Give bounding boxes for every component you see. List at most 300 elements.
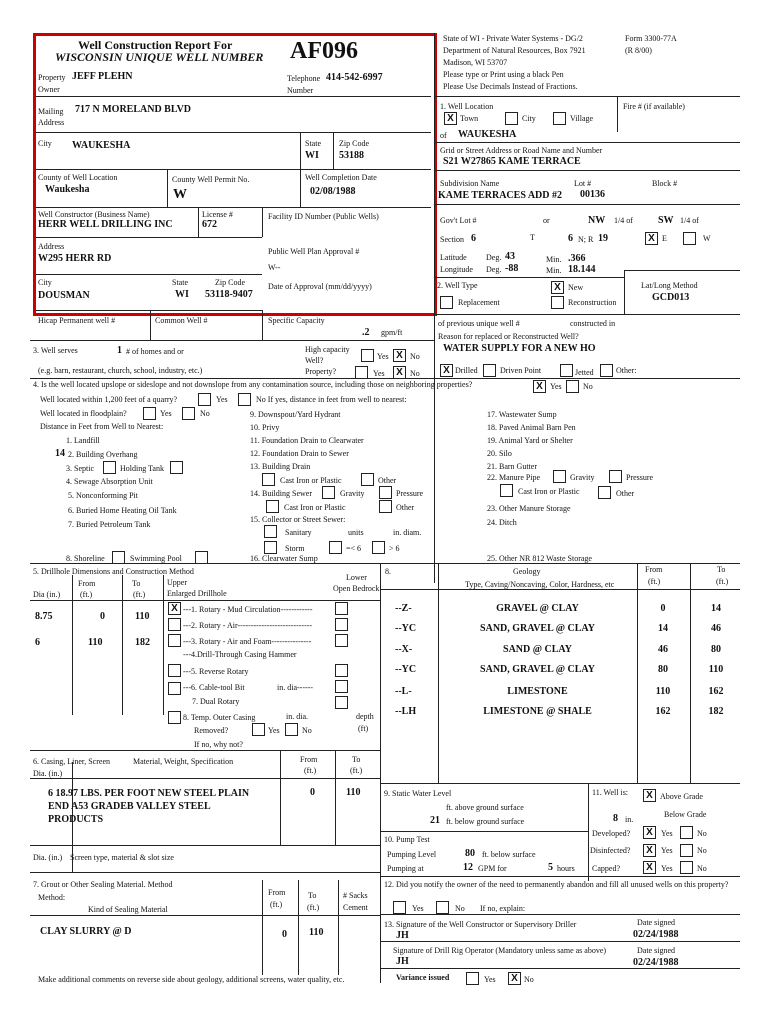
constructor-city-label: City (38, 278, 52, 287)
source-sewage: 4. Sewage Absorption Unit (66, 477, 153, 486)
disinfected-yes: Yes (661, 846, 673, 855)
drain-cast-iron: Cast Iron or Plastic (280, 476, 342, 485)
source-22: 22. Manure Pipe (487, 473, 541, 482)
capacity-value[interactable]: .2 (362, 327, 370, 338)
storm-label: Storm (285, 544, 305, 553)
pumping-rate-unit: GPM for (478, 864, 507, 873)
le6-label: =< 6 (346, 544, 362, 553)
longitude-minutes[interactable]: 18.144 (568, 264, 596, 275)
subdivision-value[interactable]: KAME TERRACES ADD #2 (438, 190, 562, 201)
sewer-cast-iron: Cast Iron or Plastic (284, 503, 346, 512)
source-11: 11. Foundation Drain to Clearwater (250, 436, 364, 445)
casing-desc-line: END A53 GRADEB VALLEY STEEL (48, 801, 211, 812)
grade-inches-unit: in. (625, 815, 634, 824)
geo-to: 14 (711, 603, 721, 614)
q4-yes-label: Yes (550, 382, 562, 391)
quarry-note: No If yes, distance in feet from well to nearest: (256, 395, 407, 404)
of-label: of (440, 131, 447, 140)
source-18: 18. Paved Animal Barn Pen (487, 423, 576, 432)
pumping-hours-unit: hours (557, 864, 575, 873)
septic-checkbox[interactable] (103, 461, 116, 474)
geo-code: --Z- (395, 603, 412, 614)
lat-deg-label: Deg. (486, 253, 502, 262)
source-petroleum: 7. Buried Petroleum Tank (68, 520, 151, 529)
geo-desc: GRAVEL @ CLAY (496, 603, 579, 614)
east-checkbox[interactable]: X (645, 232, 658, 245)
lon-min-label: Min. (546, 266, 562, 275)
removed-label: Removed? (194, 726, 229, 735)
source-shoreline: 8. Shoreline (66, 554, 105, 563)
west-checkbox[interactable] (683, 232, 696, 245)
disinfected-yes-checkbox[interactable]: X (643, 844, 656, 857)
well-location-label: 1. Well Location (440, 102, 494, 111)
drill-row-1-from[interactable]: 0 (100, 611, 105, 622)
above-grade-checkbox[interactable]: X (643, 789, 656, 802)
pumping-level-unit: ft. below surface (482, 850, 536, 859)
diam-label: in. diam. (393, 528, 422, 537)
plan-value[interactable]: W-- (268, 263, 281, 272)
owner-city[interactable]: WAUKESHA (72, 140, 131, 151)
geo-desc: LIMESTONE (507, 686, 568, 697)
drill-row-2-dia[interactable]: 6 (35, 637, 40, 648)
open-bedrock-label: Open Bedrock (333, 584, 380, 593)
gt6-label: > 6 (389, 544, 400, 553)
source-21: 21. Barn Gutter (487, 462, 537, 471)
geo-from: 46 (658, 644, 668, 655)
geo-to: 162 (708, 686, 724, 697)
permit-value[interactable]: W (173, 187, 187, 202)
grout-sacks-label: # Sacks (343, 891, 368, 900)
geology-subtitle: Type, Caving/Noncaving, Color, Hardness, etc (465, 580, 615, 589)
le6-checkbox[interactable] (329, 541, 342, 554)
range-value[interactable]: 19 (598, 233, 608, 244)
new-label: New (568, 283, 584, 292)
reconstruction-checkbox[interactable] (551, 296, 564, 309)
variance-no-checkbox[interactable]: X (508, 972, 521, 985)
constructor-address[interactable]: W295 HERR RD (38, 253, 112, 264)
sewer-cast-iron-checkbox[interactable] (266, 500, 279, 513)
drill-to-label: To (132, 579, 141, 588)
fire-label: Fire # (if available) (623, 102, 685, 111)
source-distance-value[interactable]: 14 (55, 448, 65, 459)
casing-from-label: From (300, 755, 318, 764)
state-label: State (305, 139, 321, 148)
well-serves-label: 3. Well serves (33, 346, 78, 355)
sewer-pressure: Pressure (396, 489, 424, 498)
sanitary-label: Sanitary (285, 528, 312, 537)
lot-value[interactable]: 00136 (580, 189, 605, 200)
highcap-well-yes[interactable] (361, 349, 374, 362)
range-label: N; R (578, 235, 594, 244)
lower-method-6-checkbox[interactable] (335, 680, 348, 693)
casing-from-unit: (ft.) (304, 766, 317, 775)
capped-no-checkbox[interactable] (680, 861, 693, 874)
lower-label: Lower (346, 573, 367, 582)
casing-desc-line: PRODUCTS (48, 814, 104, 825)
method-3: ---3. Rotary - Air and Foam--------------- (183, 637, 312, 646)
removed-no: No (302, 726, 312, 735)
other-method-checkbox[interactable] (600, 364, 613, 377)
serves-example: (e.g. barn, restaurant, church, school, industry, etc.) (38, 366, 203, 375)
geo-to-unit: (ft.) (716, 577, 729, 586)
footer-note: Make additional comments on reverse side about geology, additional screens, water quality, etc. (38, 975, 345, 984)
screen-dia-label: Dia. (in.) (33, 853, 63, 862)
why-not-label: If no, why not? (194, 740, 243, 749)
county-value[interactable]: Waukesha (45, 184, 90, 195)
source-25: 25. Other NR 812 Waste Storage (487, 554, 592, 563)
variance-label: Variance issued (396, 973, 450, 982)
geo-to: 80 (711, 644, 721, 655)
highcap-property-no[interactable]: X (393, 366, 406, 379)
grout-label: 7. Grout or Other Sealing Material. Method (33, 880, 173, 889)
source-13: 13. Building Drain (250, 462, 311, 471)
mailing-label: Mailing (38, 107, 64, 116)
agency-line: Madison, WI 53707 (443, 58, 508, 67)
or-label: or (543, 216, 550, 225)
lower-method-7-checkbox[interactable] (335, 696, 348, 709)
pump-test-label: 10. Pump Test (384, 835, 430, 844)
lower-method-1-checkbox[interactable] (335, 602, 348, 615)
govt-lot-label: Gov't Lot # (440, 216, 477, 225)
capped-no: No (697, 864, 707, 873)
developed-yes-checkbox[interactable]: X (643, 826, 656, 839)
grid-label: Grid or Street Address or Road Name and Number (440, 146, 603, 155)
method-5: ---5. Reverse Rotary (183, 667, 249, 676)
grade-inches-value[interactable]: 8 (613, 813, 618, 824)
geology-number: 8. (385, 567, 391, 576)
geo-from: 162 (655, 706, 671, 717)
highcap-line: Well? (305, 356, 324, 365)
q4-yes-checkbox[interactable]: X (533, 380, 546, 393)
well-number: AF096 (290, 38, 358, 64)
drillhole-label: 5. Drillhole Dimensions and Construction Method (33, 567, 194, 576)
hicap-label: Hicap Permanent well # (38, 316, 116, 325)
casing-to-value[interactable]: 110 (346, 787, 361, 798)
constructor-state-label: State (172, 278, 188, 287)
date-signed-2[interactable]: 02/24/1988 (633, 957, 679, 968)
geo-to: 46 (711, 623, 721, 634)
west-label: W (703, 234, 711, 243)
geo-code: --X- (395, 644, 413, 655)
well-is-label: 11. Well is: (592, 788, 629, 797)
subdivision-label: Subdivision Name (440, 179, 500, 188)
owner-address[interactable]: 717 N MORELAND BLVD (75, 104, 192, 115)
section-value[interactable]: 6 (471, 233, 476, 244)
owner-label: Owner (38, 85, 60, 94)
source-19: 19. Animal Yard or Shelter (487, 436, 573, 445)
holding-tank-checkbox[interactable] (170, 461, 183, 474)
drilled-checkbox[interactable]: X (440, 364, 453, 377)
pumping-at-label: Pumping at (387, 864, 424, 873)
well-type-label: 2. Well Type (437, 281, 478, 290)
owner-zip[interactable]: 53188 (339, 150, 364, 161)
static-below: ft. below ground surface (446, 817, 525, 826)
sewer-other-checkbox[interactable] (379, 500, 392, 513)
license-value[interactable]: 672 (202, 219, 217, 230)
source-pit: 5. Nonconforming Pit (68, 491, 138, 500)
method-8: 8. Temp. Outer Casing (183, 713, 256, 722)
removed-no-checkbox[interactable] (285, 723, 298, 736)
grout-to-unit: (ft.) (307, 903, 320, 912)
drain-cast-iron-checkbox[interactable] (262, 473, 275, 486)
constructor-name[interactable]: HERR WELL DRILLING INC (38, 219, 173, 230)
telephone-label: Telephone (287, 74, 321, 83)
grid-value[interactable]: S21 W27865 KAME TERRACE (443, 156, 581, 167)
removed-yes-checkbox[interactable] (252, 723, 265, 736)
report-title: Well Construction Report For (78, 38, 233, 52)
drain-other: Other (378, 476, 397, 485)
source-holding-tank: Holding Tank (120, 464, 164, 473)
q12-explain: If no, explain: (480, 904, 526, 913)
sewer-gravity-checkbox[interactable] (322, 486, 335, 499)
source-23: 23. Other Manure Storage (487, 504, 571, 513)
constructor-zip[interactable]: 53118-9407 (205, 289, 253, 300)
upper-method-3-checkbox[interactable] (168, 634, 181, 647)
method-7: 7. Dual Rotary (192, 697, 240, 706)
floodplain-label: Well located in floodplain? (40, 409, 127, 418)
variance-yes: Yes (484, 975, 496, 984)
source-24: 24. Ditch (487, 518, 517, 527)
drain-other-checkbox[interactable] (361, 473, 374, 486)
high-capacity-label (305, 344, 350, 377)
lower-method-5-checkbox[interactable] (335, 664, 348, 677)
screen-label: Screen type, material & slot size (70, 853, 174, 862)
method-6: ---6. Cable-tool Bit (183, 683, 245, 692)
upper-method-5-checkbox[interactable] (168, 664, 181, 677)
drill-row-2-from[interactable]: 110 (88, 637, 103, 648)
agency-line: Department of Natural Resources, Box 7921 (443, 46, 586, 55)
floodplain-yes-label: Yes (160, 409, 172, 418)
q12-no: No (455, 904, 465, 913)
pumping-level-value[interactable]: 80 (465, 848, 475, 859)
drill-to-unit: (ft.) (133, 590, 146, 599)
source-septic: 3. Septic (66, 464, 94, 473)
geo-from: 14 (658, 623, 668, 634)
enlarged-label: Enlarged Drillhole (167, 589, 227, 598)
manure-gravity-checkbox[interactable] (553, 470, 566, 483)
drill-row-1-to[interactable]: 110 (135, 611, 150, 622)
casing-to-label: To (352, 755, 361, 764)
floodplain-no-label: No (200, 409, 210, 418)
plan-label: Public Well Plan Approval # (268, 247, 360, 256)
longitude-degrees[interactable]: -88 (505, 263, 519, 274)
drill-dia-label: Dia (in.) (33, 590, 61, 599)
geo-code: --L- (395, 686, 412, 697)
method-6-dia: in. dia------ (277, 683, 313, 692)
latlong-method[interactable]: GCD013 (652, 292, 690, 303)
quarry-yes-label: Yes (216, 395, 228, 404)
casing-description[interactable] (48, 787, 249, 826)
highcap-well-no[interactable]: X (393, 349, 406, 362)
highcap-line: High capacity (305, 345, 350, 354)
homes-count[interactable]: 1 (117, 345, 122, 356)
q4-text: 4. Is the well located upslope or sideslope and not downslope from any contamination source, including those on neighboring properties? (33, 380, 473, 389)
approval-label: Date of Approval (mm/dd/yyyy) (268, 282, 372, 291)
sewer-pressure-checkbox[interactable] (379, 486, 392, 499)
source-10: 10. Privy (250, 423, 280, 432)
source-9: 9. Downspout/Yard Hydrant (250, 410, 341, 419)
drill-from-unit: (ft.) (80, 590, 93, 599)
casing-from-value[interactable]: 0 (310, 787, 315, 798)
new-checkbox[interactable]: X (551, 281, 564, 294)
manure-pressure: Pressure (626, 473, 654, 482)
geo-to-label: To (717, 565, 726, 574)
grout-from-value[interactable]: 0 (282, 929, 287, 940)
village-label: Village (570, 114, 594, 123)
geo-from: 0 (660, 603, 666, 614)
longitude-label: Longitude (440, 265, 473, 274)
geo-desc: SAND @ CLAY (503, 644, 572, 655)
above-grade-label: Above Grade (660, 792, 703, 801)
lower-method-2-checkbox[interactable] (335, 618, 348, 631)
q12-text: 12. Did you notify the owner of the need to permanently abandon and fill all unused wells on this property? (384, 880, 729, 889)
yes-label: Yes (373, 369, 385, 378)
capped-yes: Yes (661, 864, 673, 873)
section-label: Section (440, 235, 464, 244)
town-checkbox[interactable]: X (444, 112, 457, 125)
geo-code: --LH (395, 706, 417, 717)
number-label: Number (287, 86, 314, 95)
grout-method-label: Method: (38, 893, 66, 902)
quarter-nw[interactable]: NW (588, 215, 606, 226)
below-grade-label: Below Grade (664, 810, 707, 819)
source-pool: Swimming Pool (130, 554, 182, 563)
floodplain-no-checkbox[interactable] (182, 407, 195, 420)
upper-method-1-checkbox[interactable]: X (168, 602, 181, 615)
capped-label: Capped? (592, 864, 620, 873)
drill-row-2-to[interactable]: 182 (135, 637, 150, 648)
signature-1[interactable]: JH (396, 930, 409, 941)
constructor-state[interactable]: WI (175, 289, 189, 300)
geo-code: --YC (395, 623, 417, 634)
address-label: Address (38, 118, 65, 127)
upper-method-2-checkbox[interactable] (168, 618, 181, 631)
capped-yes-checkbox[interactable]: X (643, 861, 656, 874)
disinfected-no-checkbox[interactable] (680, 844, 693, 857)
upper-method-6-checkbox[interactable] (168, 682, 181, 695)
geo-from-unit: (ft.) (648, 577, 661, 586)
variance-yes-checkbox[interactable] (466, 972, 479, 985)
quarter-sw[interactable]: SW (658, 215, 674, 226)
license-label: License # (202, 210, 233, 219)
quarter-of-2: 1/4 of (680, 216, 699, 225)
village-checkbox[interactable] (553, 112, 566, 125)
homes-label: # of homes and or (126, 347, 184, 356)
disinfected-no: No (697, 846, 707, 855)
distance-label: Distance in Feet from Well to Nearest: (40, 422, 164, 431)
temp-casing-checkbox[interactable] (168, 711, 181, 724)
driven-point-checkbox[interactable] (483, 364, 496, 377)
no-label: No (410, 369, 420, 378)
signature-label-2: Signature of Drill Rig Operator (Mandatory unless same as above) (393, 946, 607, 955)
grout-to-value[interactable]: 110 (309, 927, 324, 938)
reason-label: Reason for replaced or Reconstructed Well? (438, 332, 579, 341)
completion-date[interactable]: 02/08/1988 (310, 186, 356, 197)
block-label: Block # (652, 179, 678, 188)
date-signed-1[interactable]: 02/24/1988 (633, 929, 679, 940)
pumping-rate-value[interactable]: 12 (463, 862, 473, 873)
drill-row-1-dia[interactable]: 8.75 (35, 611, 53, 622)
geology-title: Geology (513, 567, 541, 576)
casing-label: 6. Casing, Liner, Screen (33, 757, 110, 766)
lon-deg-label: Deg. (486, 265, 502, 274)
q4-no-label: No (583, 382, 593, 391)
form-number (625, 33, 677, 57)
developed-label: Developed? (592, 829, 631, 838)
manure-other-checkbox[interactable] (598, 486, 611, 499)
developed-no-checkbox[interactable] (680, 826, 693, 839)
sanitary-checkbox[interactable] (264, 525, 277, 538)
q12-yes-checkbox[interactable] (393, 901, 406, 914)
grout-from-label: From (268, 888, 286, 897)
city-checkbox[interactable] (505, 112, 518, 125)
pumping-hours-value[interactable]: 5 (548, 862, 553, 873)
replacement-label: Replacement (458, 298, 500, 307)
manure-pressure-checkbox[interactable] (609, 470, 622, 483)
grout-material[interactable]: CLAY SLURRY @ D (40, 926, 132, 937)
replacement-checkbox[interactable] (440, 296, 453, 309)
floodplain-yes-checkbox[interactable] (143, 407, 156, 420)
geo-from: 110 (655, 686, 671, 697)
quarry-yes-checkbox[interactable] (198, 393, 211, 406)
latitude-degrees[interactable]: 43 (505, 251, 515, 262)
geo-code: --YC (395, 664, 417, 675)
lat-min-label: Min. (546, 255, 562, 264)
latitude-minutes[interactable]: .366 (568, 253, 586, 264)
gt6-checkbox[interactable] (372, 541, 385, 554)
lower-method-3-checkbox[interactable] (335, 634, 348, 647)
township-value[interactable]: 6 (568, 233, 573, 244)
disinfected-label: Disinfected? (590, 846, 631, 855)
form-no: Form 3300-77A (625, 34, 677, 43)
common-label: Common Well # (155, 316, 208, 325)
owner-telephone[interactable]: 414-542-6997 (326, 72, 383, 83)
township-label: T (530, 233, 535, 242)
quarry-no-checkbox[interactable] (238, 393, 251, 406)
signature-label-1: 13. Signature of the Well Constructor or Supervisory Driller (384, 920, 577, 929)
storm-checkbox[interactable] (264, 541, 277, 554)
static-below-value[interactable]: 21 (430, 815, 440, 826)
constructor-city[interactable]: DOUSMAN (38, 290, 90, 301)
county-label: County of Well Location (38, 173, 118, 182)
geo-from: 80 (658, 664, 668, 675)
latlong-method-label: Lat/Long Method (641, 281, 698, 290)
static-above: ft. above ground surface (446, 803, 524, 812)
city-option-label: City (522, 114, 536, 123)
geo-desc: LIMESTONE @ SHALE (483, 706, 592, 717)
geo-desc: SAND, GRAVEL @ CLAY (480, 623, 595, 634)
owner-state[interactable]: WI (305, 150, 319, 161)
owner-name[interactable]: JEFF PLEHN (72, 71, 133, 82)
report-subtitle: WISCONSIN UNIQUE WELL NUMBER (55, 50, 264, 64)
signature-2[interactable]: JH (396, 956, 409, 967)
q4-no-checkbox[interactable] (566, 380, 579, 393)
location-of[interactable]: WAUKESHA (458, 129, 517, 140)
geo-from-label: From (645, 565, 663, 574)
zip-label: Zip Code (339, 139, 369, 148)
latitude-label: Latitude (440, 253, 467, 262)
drilled-label: Drilled (455, 366, 478, 375)
manure-cast-iron-checkbox[interactable] (500, 484, 513, 497)
reason-value[interactable]: WATER SUPPLY FOR A NEW HO (443, 343, 596, 354)
source-16: 16. Clearwater Sump (250, 554, 318, 563)
q12-no-checkbox[interactable] (436, 901, 449, 914)
agency-line: Please type or Print using a black Pen (443, 70, 564, 79)
jetted-checkbox[interactable] (560, 364, 573, 377)
highcap-line: Property? (305, 367, 337, 376)
driven-point-label: Driven Point (500, 366, 542, 375)
casing-material-label: Material, Weight, Specification (133, 757, 234, 766)
